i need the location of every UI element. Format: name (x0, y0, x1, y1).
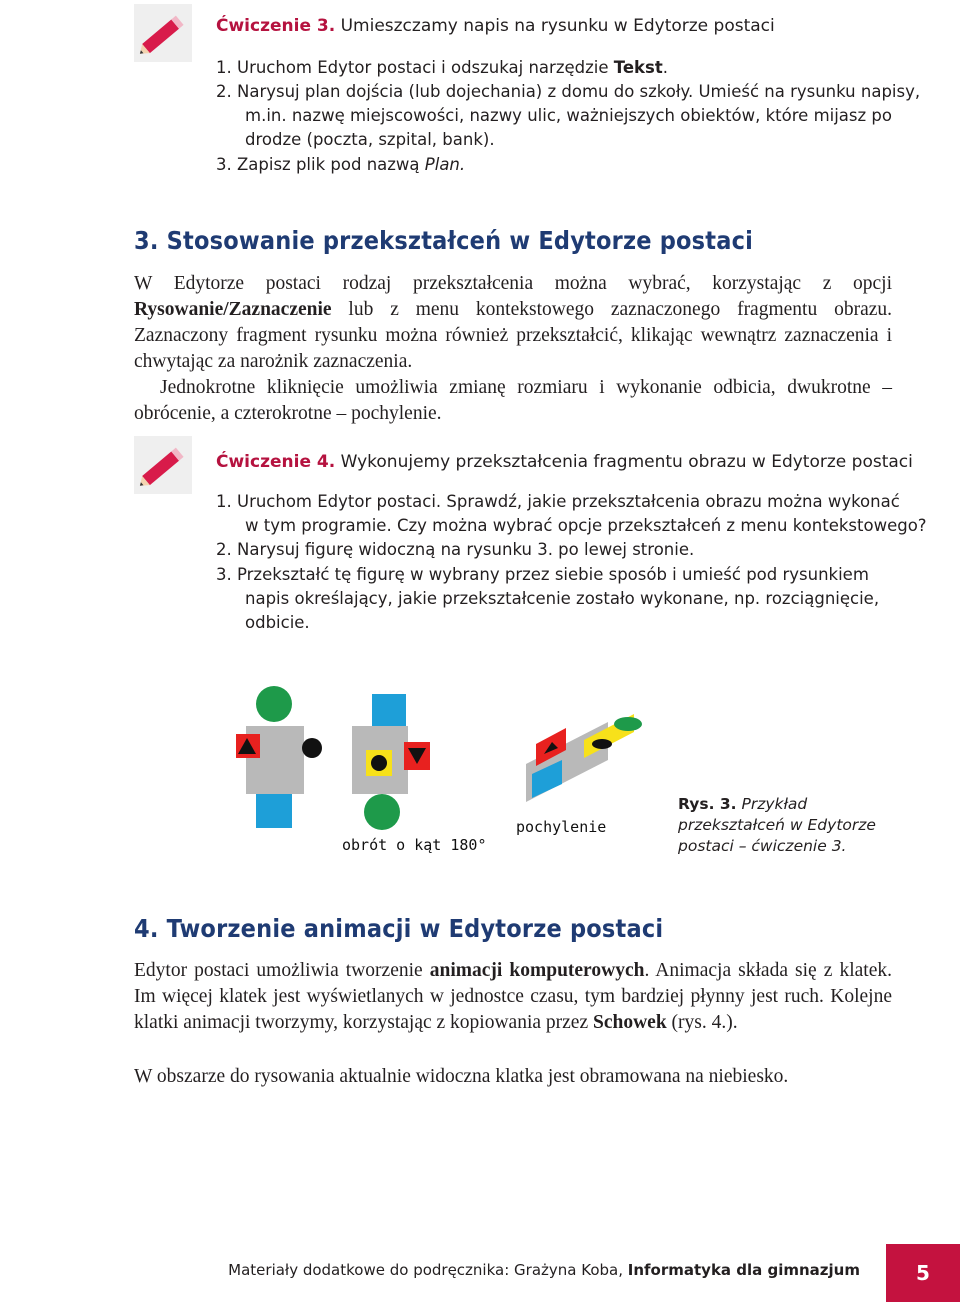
section-3-paragraph-2: Jednokrotne kliknięcie umożliwia zmianę rozmiaru i wykonanie odbicia, dwukrotne – obrócenie, a czterokrotne – pochylenie. (134, 377, 892, 424)
section-number: 4. (134, 914, 159, 943)
section-title: Stosowanie przekształceń w Edytorze postaci (166, 226, 754, 255)
skewed-shape (526, 714, 642, 802)
paragraph-text: . Animacja składa się z klatek. Im więcej klatek jest wyświetlanych w jednostce czasu, tym bardziej płynny jest ruch. Kolejne klatki animacji tworzymy, korzystając z kopiowania przez (134, 960, 893, 1033)
paragraph-bold: animacji komputerowych (429, 960, 645, 981)
section-4-heading (134, 914, 663, 943)
list-item: napis określający, jakie przekształcenie zostało wykonane, np. rozciągnięcie, (245, 589, 880, 608)
paragraph-text: (rys. 4.). (671, 1012, 738, 1033)
list-item: 3. Przekształć tę figurę w wybrany przez siebie sposób i umieść pod rysunkiem (216, 565, 869, 584)
paragraph-bold: Schowek (592, 1012, 667, 1033)
paragraph-text: W Edytorze postaci rodzaj przekształcenia można wybrać, korzystając z opcji (134, 273, 892, 294)
page-number: 5 (886, 1244, 960, 1302)
green-circle (364, 794, 400, 830)
rotate-label: obrót o kąt 180° (342, 836, 487, 854)
list-item-text: 3. Zapisz plik pod nazwą (216, 155, 420, 174)
list-item (216, 56, 668, 81)
rotated-shape (352, 694, 430, 830)
black-circle (371, 755, 387, 771)
footer-book-title: Informatyka dla gimnazjum (627, 1261, 860, 1279)
list-item-italic: Plan. (424, 155, 466, 174)
list-item-text: . (662, 58, 668, 77)
list-item: 1. Uruchom Edytor postaci. Sprawdź, jakie przekształcenia obrazu można wykonać (216, 492, 900, 511)
list-item: m.in. nazwę miejscowości, nazwy ulic, ważniejszych obiektów, które mijasz po (245, 106, 892, 125)
footer-source: Materiały dodatkowe do podręcznika: Grażyna Koba, (228, 1261, 623, 1279)
skew-label: pochylenie (516, 818, 607, 836)
blue-square (256, 794, 292, 828)
blue-square (372, 694, 406, 726)
list-item: odbicie. (245, 613, 310, 632)
section-number: 3. (134, 226, 159, 255)
green-circle (256, 686, 292, 722)
section-title: Tworzenie animacji w Edytorze postaci (166, 914, 664, 943)
list-item-text: 1. Uruchom Edytor postaci i odszukaj narzędzie (216, 58, 609, 77)
list-item: 2. Narysuj figurę widoczną na rysunku 3. po lewej stronie. (216, 540, 695, 559)
exercise-3-label: Ćwiczenie 3. (216, 16, 336, 36)
exercise-4-label: Ćwiczenie 4. (216, 452, 336, 472)
footer-text (228, 1261, 860, 1279)
original-shape (236, 686, 322, 828)
caption-number: Rys. 3. (678, 795, 737, 813)
paragraph-text: lub z menu kontekstowego zaznaczonego fragmentu obrazu. (348, 299, 893, 320)
list-item (216, 153, 465, 178)
list-item: w tym programie. Czy można wybrać opcje przekształceń z menu kontekstowego? (245, 516, 927, 535)
figure-drawing (236, 684, 676, 864)
caption-text: Przykład przekształceń w Edytorze postaci – ćwiczenie 3. (678, 795, 876, 855)
section-4-paragraph-2: W obszarze do rysowania aktualnie widoczna klatka jest obramowana na niebiesko. (134, 1066, 789, 1087)
paragraph-text: Edytor postaci umożliwia tworzenie (134, 960, 423, 981)
black-ellipse (592, 739, 612, 749)
list-item: 2. Narysuj plan dojścia (lub dojechania) z domu do szkoły. Umieść na rysunku napisy, (216, 82, 921, 101)
exercise-3-title (216, 14, 775, 38)
pencil-icon (134, 436, 192, 494)
pencil-icon (134, 4, 192, 62)
gray-block (246, 766, 304, 794)
exercise-3-title-text: Umieszczamy napis na rysunku w Edytorze postaci (340, 16, 775, 36)
section-4-paragraph-1 (134, 958, 892, 1036)
exercise-4-title (216, 450, 913, 474)
figure-caption (678, 794, 878, 857)
green-ellipse (614, 717, 642, 731)
section-3-paragraph-1 (134, 271, 892, 375)
exercise-4-title-text: Wykonujemy przekształcenia fragmentu obrazu w Edytorze postaci (340, 452, 913, 472)
paragraph-text: Zaznaczony fragment rysunku można również przekształcić, klikając wewnątrz zaznaczenia i chwytając za narożnik zaznaczenia. (134, 325, 892, 372)
paragraph-bold: Rysowanie/Zaznaczenie (134, 299, 332, 320)
list-item-bold: Tekst (613, 58, 663, 77)
section-3-heading (134, 226, 753, 255)
black-circle (302, 738, 322, 758)
list-item: drodze (poczta, szpital, bank). (245, 130, 495, 149)
figure-rys-3 (236, 684, 676, 864)
